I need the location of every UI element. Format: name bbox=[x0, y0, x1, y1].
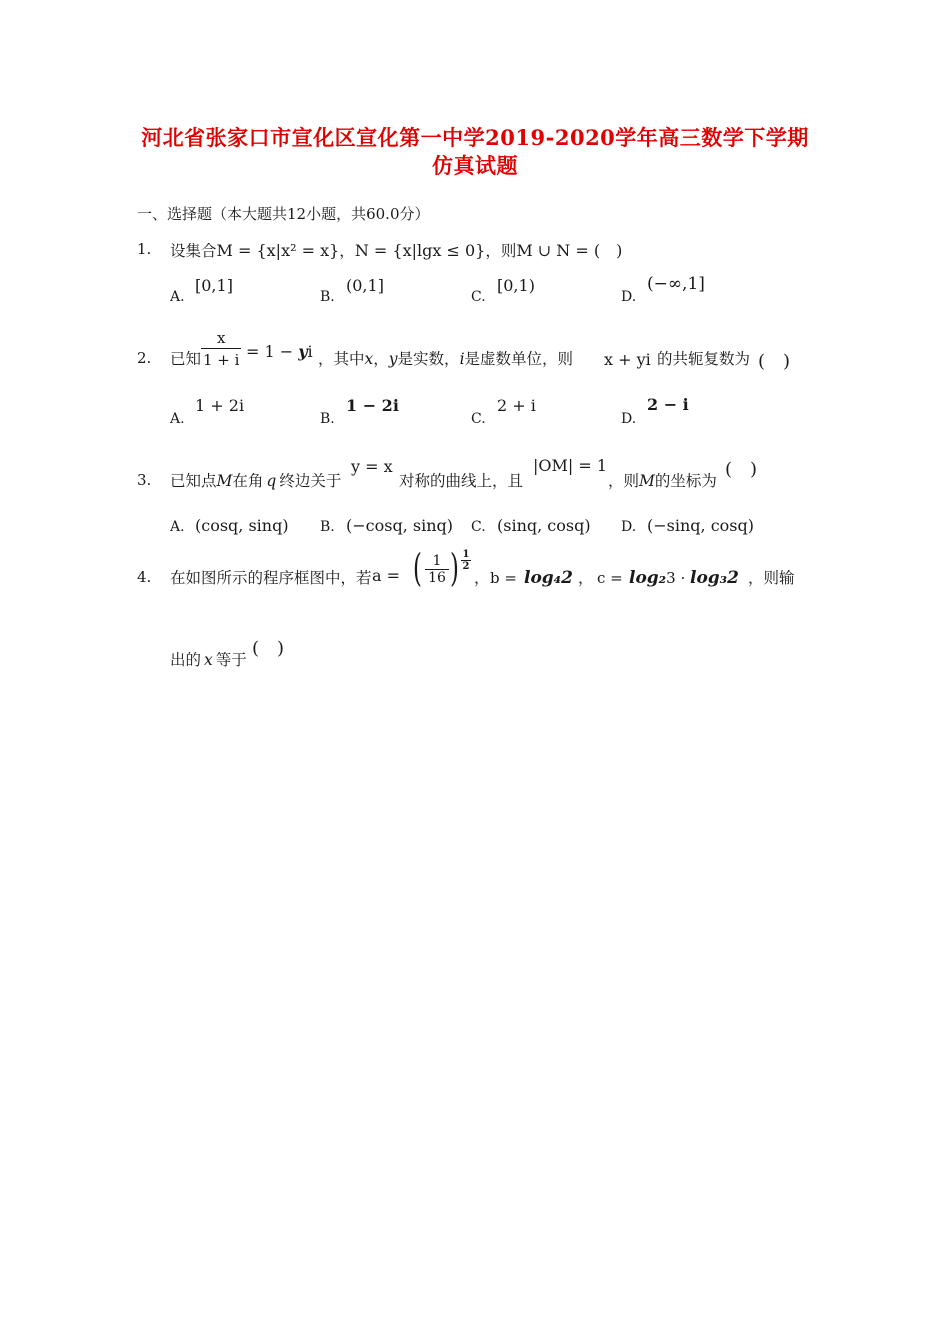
c-log2: log₂ bbox=[629, 568, 667, 588]
text-real: 是实数， bbox=[397, 350, 460, 368]
document-title-line1: 河北省张家口市宣化区宣化第一中学2019-2020学年高三数学下学期 bbox=[141, 125, 809, 150]
equation-y: y bbox=[298, 342, 308, 361]
answer-paren: ( ) bbox=[758, 351, 791, 372]
option-d-label: D. bbox=[621, 411, 637, 427]
question-text-mid: ，则 bbox=[485, 242, 517, 260]
question-text-end: ，则输 bbox=[748, 569, 795, 587]
answer-paren: ( ) bbox=[725, 459, 758, 480]
text-side: 终边关于 bbox=[279, 472, 342, 490]
option-b-label: B. bbox=[320, 411, 335, 427]
a-numerator: 1 bbox=[425, 553, 449, 570]
document-title-line2: 仿真试题 bbox=[432, 153, 518, 178]
left-paren: ( bbox=[413, 546, 422, 590]
question-number: 4. bbox=[137, 568, 152, 586]
text-imag: 是虚数单位，则 bbox=[464, 350, 574, 368]
comma-2: ， bbox=[578, 569, 594, 587]
option-c-value[interactable]: 2 + i bbox=[497, 396, 536, 415]
om-condition: |OM| = 1 bbox=[533, 456, 608, 475]
option-a-label: A. bbox=[170, 519, 185, 535]
question-line2 bbox=[170, 648, 247, 670]
option-a-label: A. bbox=[170, 289, 185, 305]
option-c-label: C. bbox=[471, 519, 486, 535]
question-number: 2. bbox=[137, 349, 152, 367]
text-coord: 的坐标为 bbox=[654, 472, 717, 490]
a-exp-numerator: 1 bbox=[462, 549, 470, 560]
question-text-prefix: 已知 bbox=[170, 350, 202, 368]
option-a-value[interactable]: 1 + 2i bbox=[195, 396, 245, 415]
option-c-value[interactable]: [0,1) bbox=[497, 276, 535, 295]
option-a-value[interactable]: (cosq, sinq) bbox=[195, 516, 289, 535]
question-number: 1. bbox=[137, 240, 152, 258]
line2-suffix: 等于 bbox=[215, 651, 247, 669]
line2-prefix: 出的 bbox=[170, 651, 202, 669]
c-log3: log₃2 bbox=[690, 568, 739, 588]
option-c-label: C. bbox=[471, 411, 486, 427]
option-b-value[interactable]: (0,1] bbox=[346, 276, 384, 295]
var-x: x bbox=[364, 350, 374, 368]
expression-x-plus-yi: x + yi bbox=[604, 350, 651, 369]
set-n-expression: N = {x|lgx ≤ 0} bbox=[354, 241, 486, 260]
comma: ， bbox=[373, 350, 389, 368]
set-m-expression: M = {x|x² = x} bbox=[216, 241, 340, 260]
answer-paren: ( ) bbox=[252, 638, 285, 659]
option-c-label: C. bbox=[471, 289, 486, 305]
text-angle: 在角 bbox=[232, 472, 264, 490]
option-d-value[interactable]: (−sinq, cosq) bbox=[647, 516, 754, 535]
question-text-prefix: 在如图所示的程序框图中，若 bbox=[170, 569, 372, 587]
c-equals: c = bbox=[597, 569, 623, 587]
option-d-value[interactable]: 2 − i bbox=[647, 395, 689, 414]
question-text-body bbox=[318, 347, 573, 369]
option-d-value[interactable]: (−∞,1] bbox=[647, 274, 705, 294]
option-a-label: A. bbox=[170, 411, 185, 427]
var-m: M bbox=[216, 472, 233, 490]
question-text-end: 的共轭复数为 bbox=[657, 350, 751, 368]
b-equals: b = bbox=[490, 569, 517, 587]
var-m2: M bbox=[639, 472, 655, 490]
option-d-label: D. bbox=[621, 289, 637, 305]
c-value bbox=[629, 568, 739, 588]
b-value: log₄2 bbox=[524, 568, 573, 588]
option-b-value[interactable]: 1 − 2i bbox=[346, 396, 399, 415]
question-number: 3. bbox=[137, 471, 152, 489]
a-exp-denominator: 2 bbox=[462, 561, 470, 572]
option-b-label: B. bbox=[320, 519, 335, 535]
c-three: 3 · bbox=[666, 569, 690, 587]
var-x: x bbox=[204, 651, 213, 669]
fraction-denominator: 1 + i bbox=[203, 351, 240, 369]
line-y-equals-x: y = x bbox=[351, 457, 393, 476]
option-a-value[interactable]: [0,1] bbox=[195, 276, 233, 295]
right-paren: ) bbox=[450, 546, 459, 590]
question-text-prefix: 设集合 bbox=[170, 242, 217, 260]
equation-rhs bbox=[246, 342, 313, 361]
separator: ， bbox=[339, 242, 355, 260]
equation-eq: = 1 − bbox=[246, 342, 299, 361]
a-denominator: 16 bbox=[428, 570, 446, 586]
text-symmetric: 对称的曲线上，且 bbox=[399, 472, 524, 490]
var-y: y bbox=[388, 350, 398, 368]
text-coord-pre: ，则 bbox=[608, 472, 640, 490]
fraction bbox=[201, 329, 241, 369]
text-prefix: 已知点 bbox=[170, 472, 217, 490]
comma-1: ， bbox=[474, 569, 490, 587]
question-text-part2 bbox=[608, 469, 717, 491]
var-q: q bbox=[266, 472, 277, 490]
text-mid: ，其中 bbox=[318, 350, 365, 368]
section-heading: 一、选择题（本大题共12小题，共60.0分） bbox=[137, 205, 430, 223]
fraction-numerator: x bbox=[201, 329, 241, 349]
a-equals: a = bbox=[372, 566, 401, 585]
var-i: i bbox=[459, 350, 465, 368]
question-text bbox=[170, 238, 622, 261]
option-b-value[interactable]: (−cosq, sinq) bbox=[346, 516, 453, 535]
equation-i: i bbox=[307, 342, 313, 361]
option-b-label: B. bbox=[320, 289, 335, 305]
option-d-label: D. bbox=[621, 519, 637, 535]
union-expression: M ∪ N = ( ) bbox=[516, 241, 623, 260]
option-c-value[interactable]: (sinq, cosq) bbox=[497, 516, 591, 535]
a-fraction bbox=[425, 553, 449, 586]
question-text-part1 bbox=[170, 469, 341, 491]
a-exponent bbox=[461, 549, 471, 572]
